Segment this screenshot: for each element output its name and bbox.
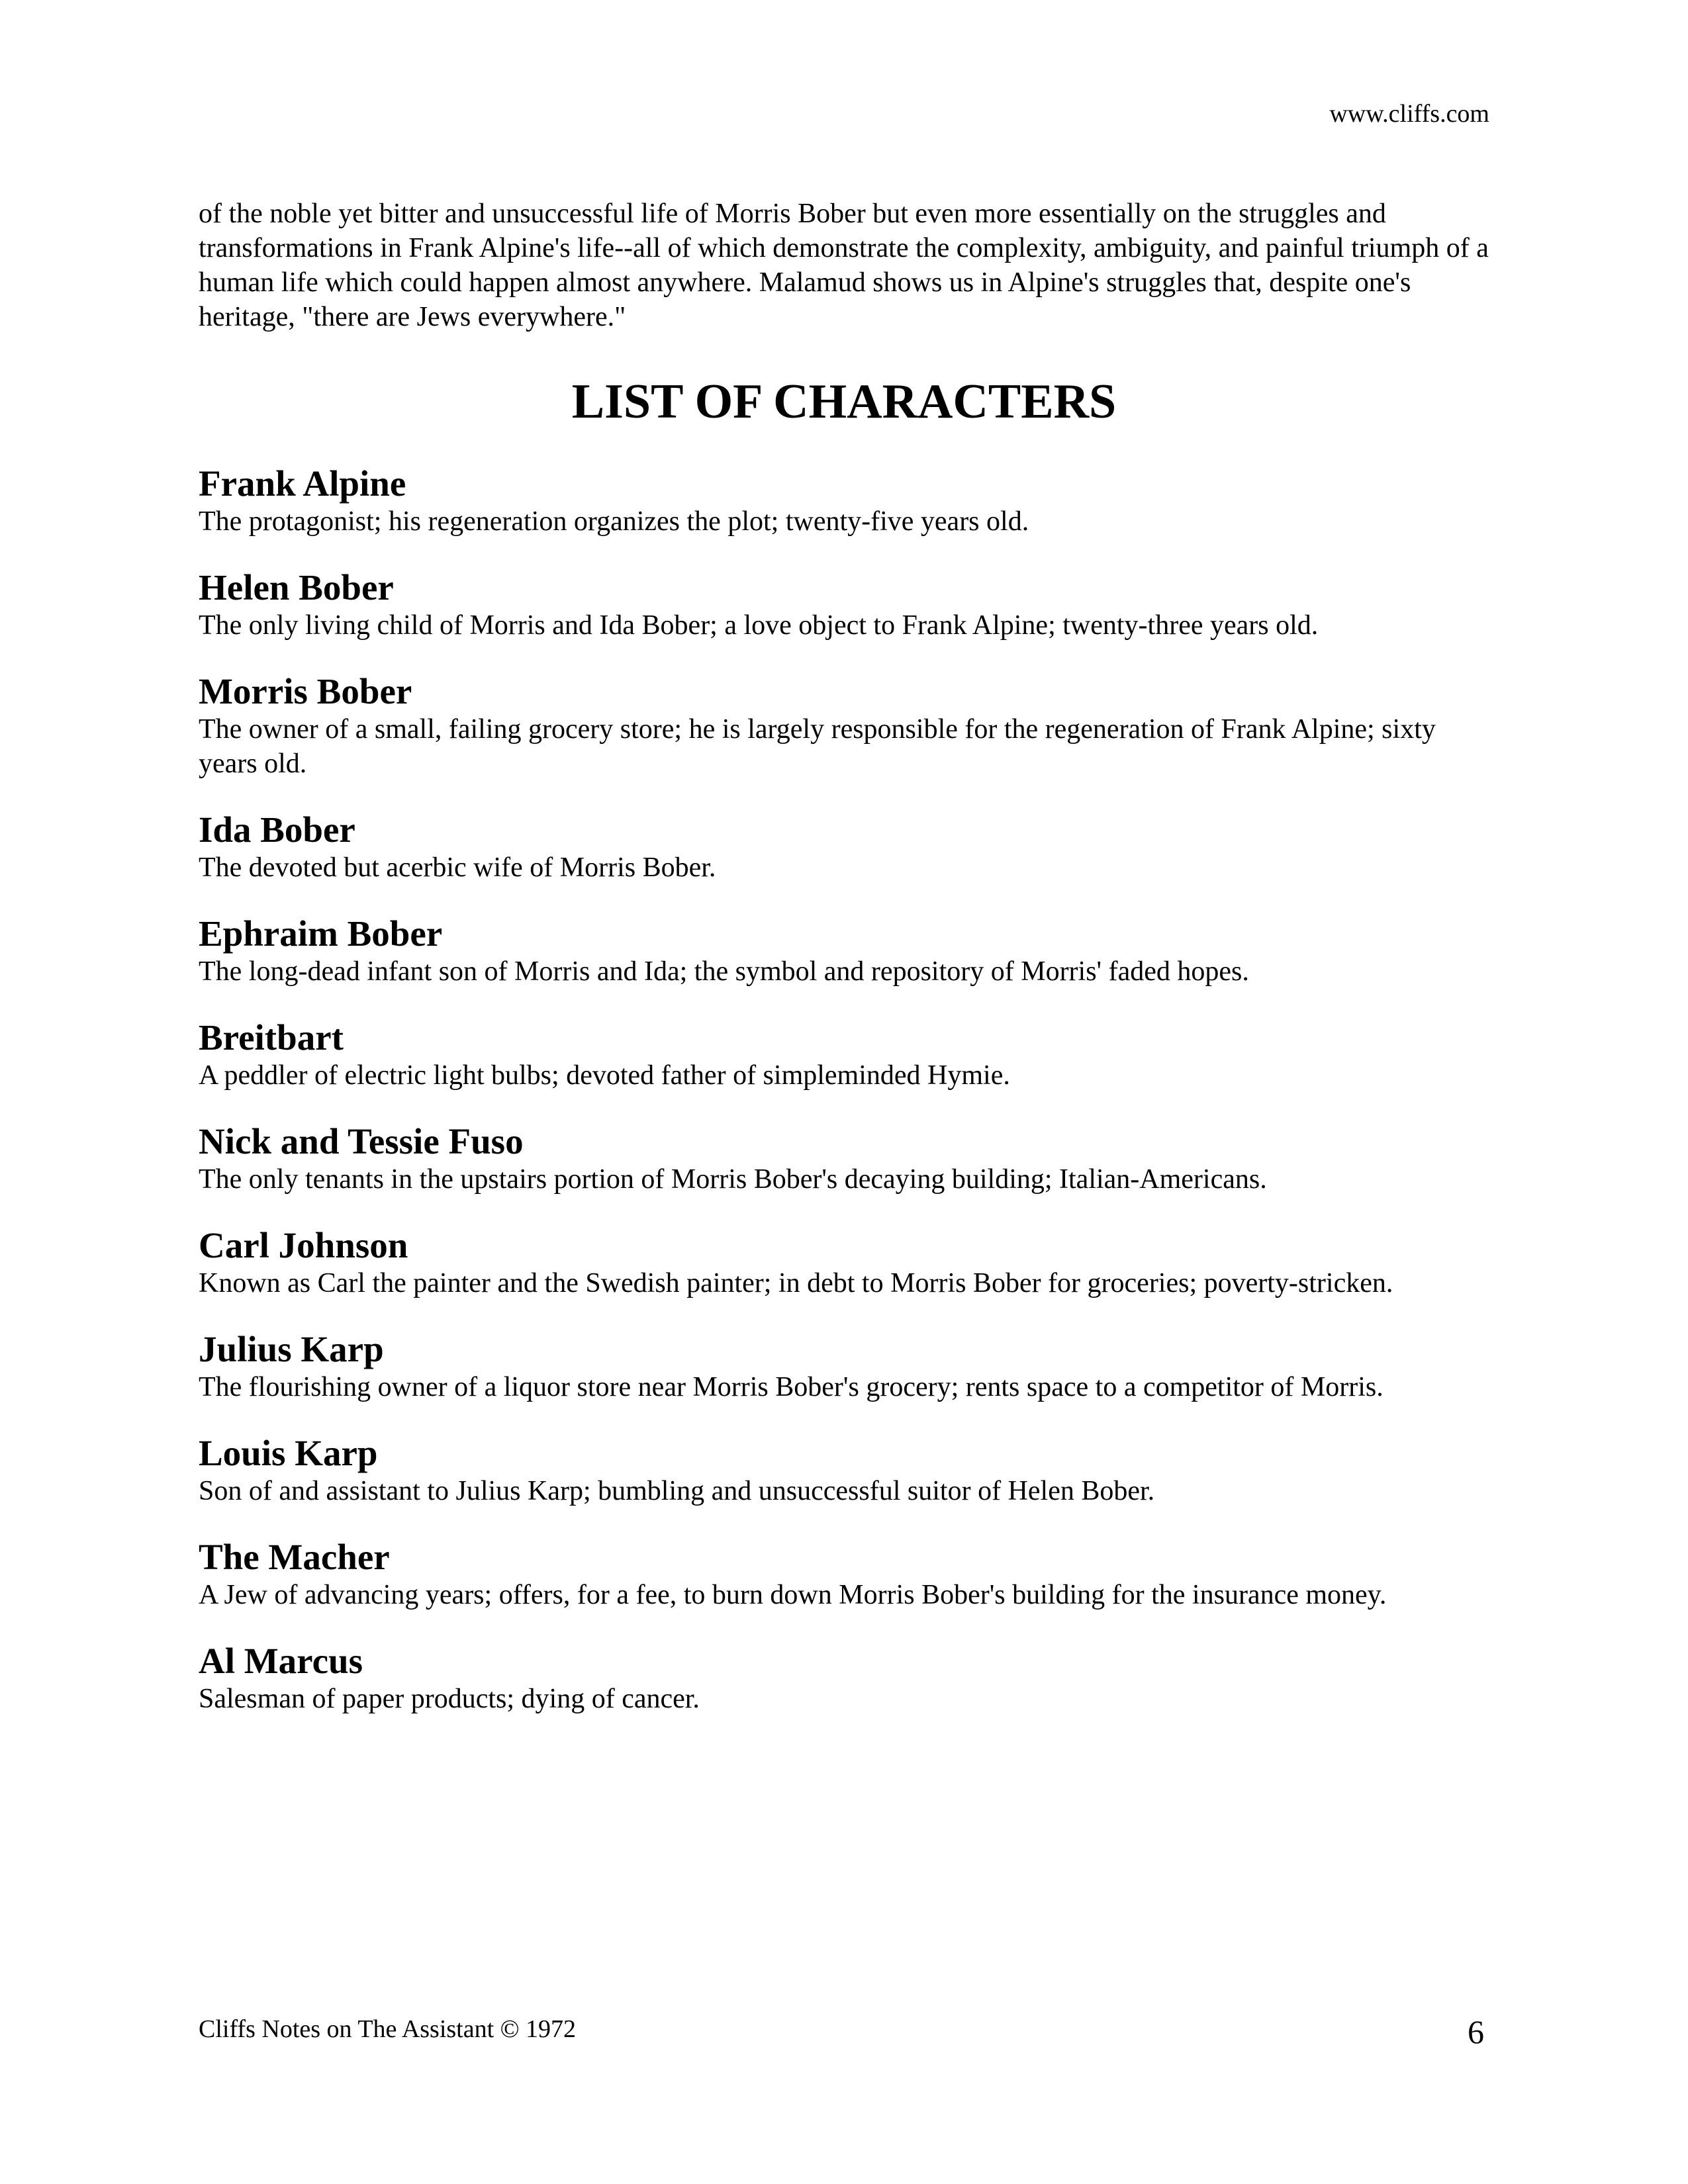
character-description: The owner of a small, failing grocery store; he is largely responsible for the regeneration of Frank Alpine; sixty years old. [199,714,1436,779]
character-list [199,463,1496,1745]
character-name: Louis Karp [199,1433,378,1473]
character-description: Salesman of paper products; dying of cancer. [199,1684,700,1714]
character-entry [199,913,1496,989]
character-name: Nick and Tessie Fuso [199,1121,524,1161]
character-description: Known as Carl the painter and the Swedish painter; in debt to Morris Bober for groceries; poverty-stricken. [199,1268,1393,1298]
character-description: Son of and assistant to Julius Karp; bumbling and unsuccessful suitor of Helen Bober. [199,1476,1155,1506]
character-description: The only tenants in the upstairs portion of Morris Bober's decaying building; Italian-Americans. [199,1164,1267,1195]
character-name: Ida Bober [199,809,355,850]
character-description: A peddler of electric light bulbs; devoted father of simpleminded Hymie. [199,1060,1010,1091]
character-name: Breitbart [199,1017,344,1058]
character-name: Helen Bober [199,567,394,608]
character-entry [199,809,1496,885]
character-entry [199,671,1496,781]
character-entry [199,1329,1496,1404]
character-entry [199,1641,1496,1716]
character-name: The Macher [199,1537,390,1577]
character-entry [199,567,1496,643]
character-entry [199,1433,1496,1508]
character-description: The only living child of Morris and Ida Bober; a love object to Frank Alpine; twenty-three years old. [199,610,1319,641]
character-entry [199,1017,1496,1093]
page-number: 6 [1468,2013,1484,2050]
character-entry [199,1121,1496,1197]
character-name: Al Marcus [199,1641,363,1681]
character-name: Frank Alpine [199,463,406,504]
character-description: The long-dead infant son of Morris and Ida; the symbol and repository of Morris' faded hopes. [199,956,1249,987]
character-description: A Jew of advancing years; offers, for a fee, to burn down Morris Bober's building for the insurance money. [199,1580,1387,1610]
intro-paragraph: of the noble yet bitter and unsuccessful life of Morris Bober but even more essentially on the struggles and transformations in Frank Alpine's life--all of which demonstrate the complexity, ambiguity, and painful triumph of a human life which could happen almost anywhere. Malamud shows us in Alpine's struggles that, despite one's heritage, "there are Jews everywhere." [199,199,1489,332]
footer-source: Cliffs Notes on The Assistant © 1972 [199,2015,577,2043]
character-description: The flourishing owner of a liquor store near Morris Bober's grocery; rents space to a competitor of Morris. [199,1372,1383,1402]
character-entry [199,463,1496,539]
section-title: LIST OF CHARACTERS [571,375,1117,429]
character-name: Ephraim Bober [199,913,443,954]
character-name: Carl Johnson [199,1225,408,1265]
character-name: Morris Bober [199,671,412,711]
character-name: Julius Karp [199,1329,384,1369]
header-url: www.cliffs.com [1329,100,1489,128]
character-entry [199,1537,1496,1612]
character-description: The protagonist; his regeneration organizes the plot; twenty-five years old. [199,506,1029,537]
character-description: The devoted but acerbic wife of Morris Bober. [199,852,716,883]
character-entry [199,1225,1496,1300]
